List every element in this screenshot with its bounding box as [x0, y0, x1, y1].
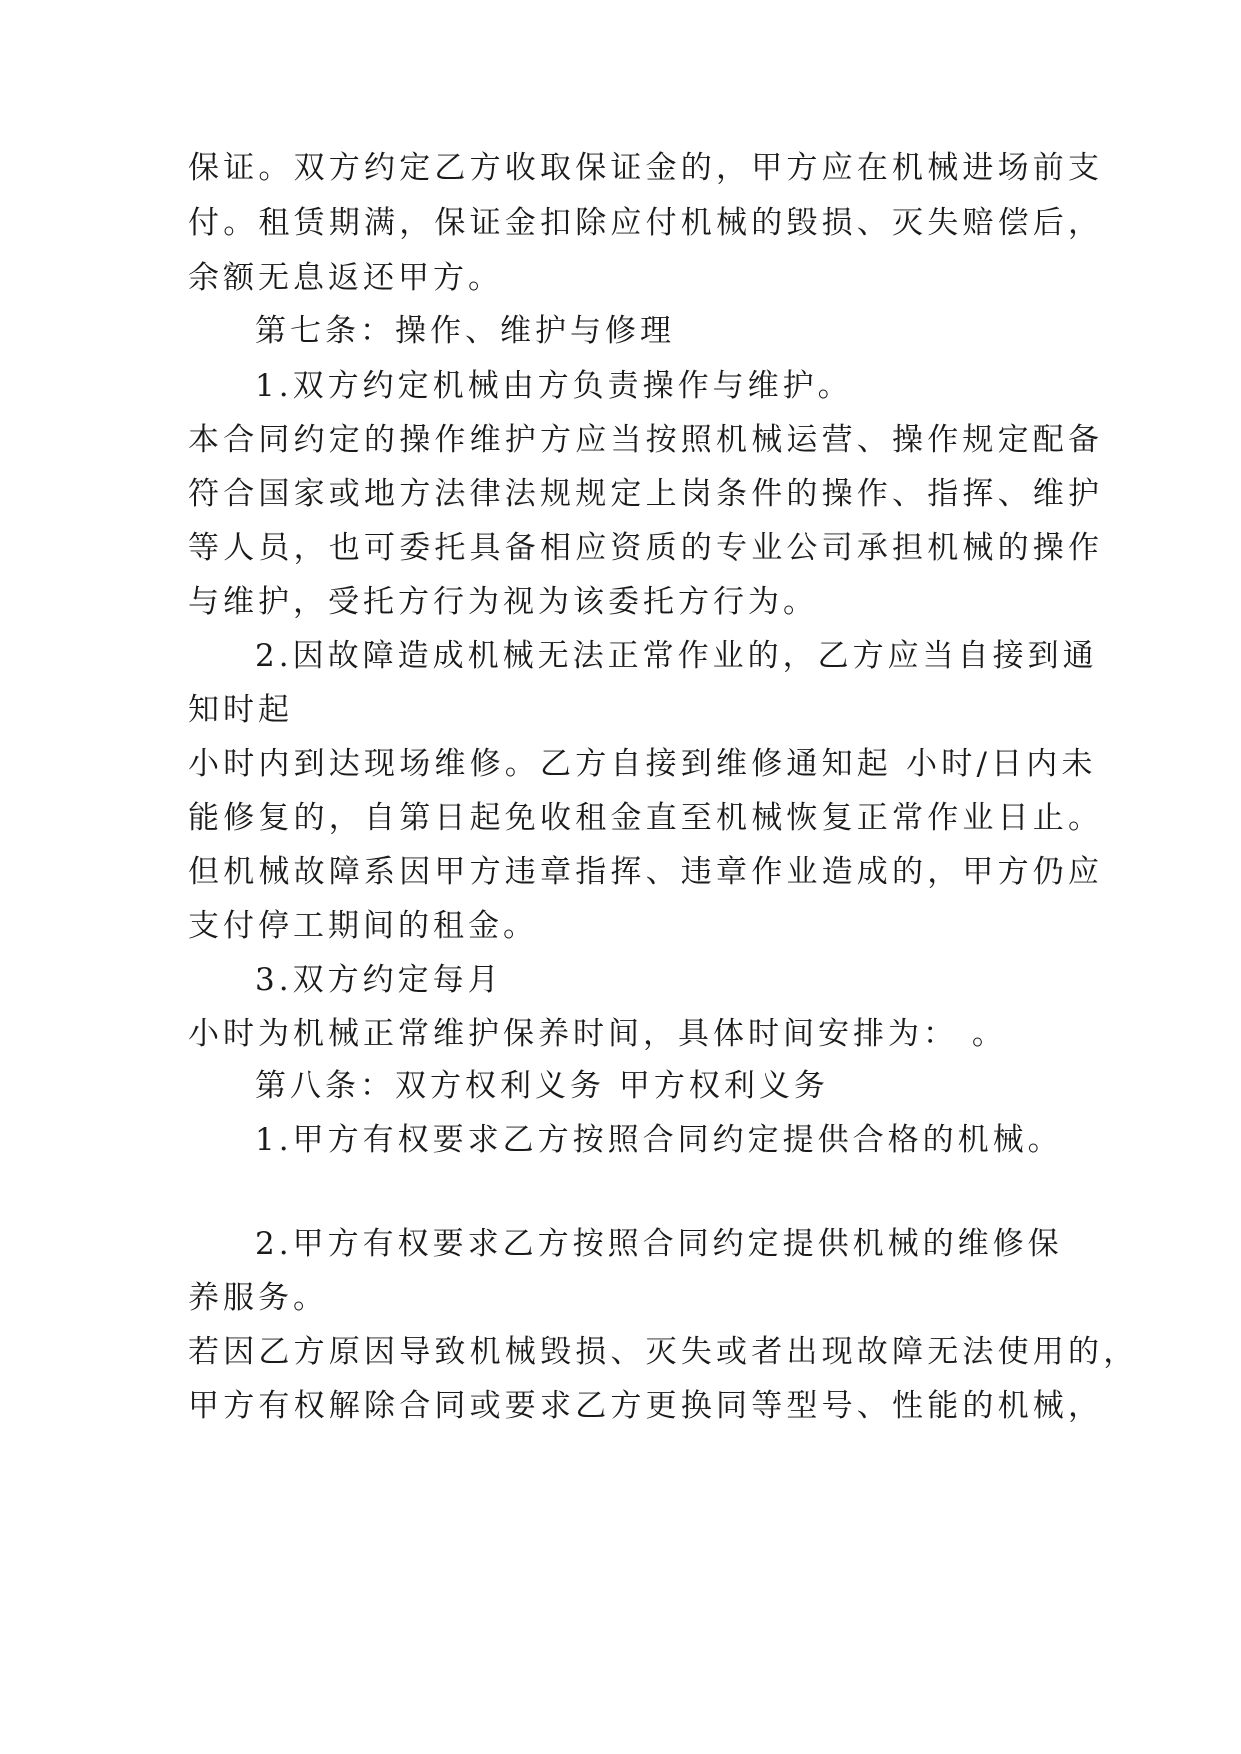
- text-line: 甲方有权解除合同或要求乙方更换同等型号、性能的机械，: [188, 1388, 1104, 1424]
- text-line: 等人员，也可委托具备相应资质的专业公司承担机械的操作: [188, 530, 1104, 566]
- text-line: 知时起: [188, 692, 293, 728]
- text-line: 付。租赁期满，保证金扣除应付机械的毁损、灭失赔偿后，: [188, 205, 1104, 241]
- text-line: 若因乙方原因导致机械毁损、灭失或者出现故障无法使用的，: [188, 1334, 1139, 1370]
- text-line: 符合国家或地方法律法规规定上岗条件的操作、指挥、维护: [188, 476, 1104, 512]
- text-line: 与维护，受托方行为视为该委托方行为。: [188, 584, 818, 620]
- text-line: 但机械故障系因甲方违章指挥、违章作业造成的，甲方仍应: [188, 854, 1104, 890]
- text-line: 养服务。: [188, 1280, 328, 1316]
- text-line: 余额无息返还甲方。: [188, 260, 503, 296]
- text-line: 小时内到达现场维修。乙方自接到维修通知起 小时/日内未: [188, 746, 1097, 782]
- text-line: 2.因故障造成机械无法正常作业的，乙方应当自接到通: [255, 638, 1098, 674]
- text-line: 1.甲方有权要求乙方按照合同约定提供合格的机械。: [255, 1122, 1063, 1158]
- text-line: 3.双方约定每月: [255, 962, 503, 998]
- text-line: 本合同约定的操作维护方应当按照机械运营、操作规定配备: [188, 422, 1104, 458]
- text-line: 小时为机械正常维护保养时间，具体时间安排为： 。: [188, 1016, 1007, 1052]
- text-line: 保证。双方约定乙方收取保证金的，甲方应在机械进场前支: [188, 150, 1104, 186]
- section-heading: 第七条：操作、维护与修理: [255, 313, 675, 349]
- text-line: 2.甲方有权要求乙方按照合同约定提供机械的维修保: [255, 1226, 1063, 1262]
- text-line: 能修复的，自第日起免收租金直至机械恢复正常作业日止。: [188, 800, 1104, 836]
- text-line: 1.双方约定机械由方负责操作与维护。: [255, 368, 853, 404]
- section-heading: 第八条：双方权利义务 甲方权利义务: [255, 1068, 829, 1104]
- text-line: 支付停工期间的租金。: [188, 908, 538, 944]
